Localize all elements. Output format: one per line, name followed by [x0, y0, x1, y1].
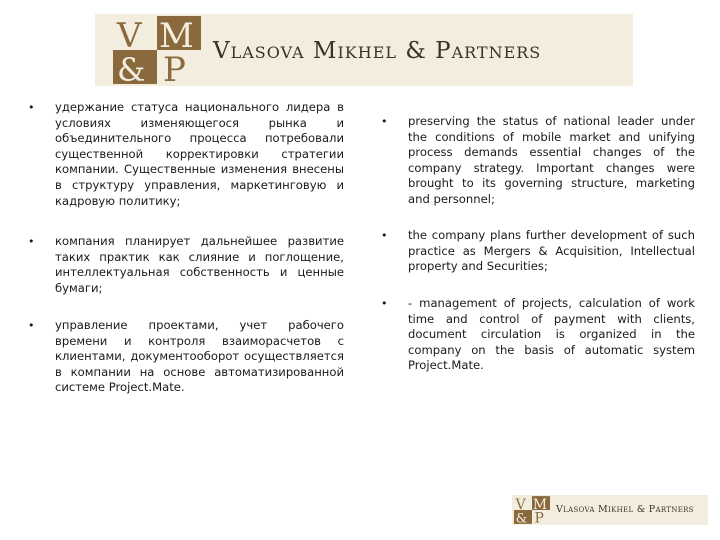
list-item — [375, 228, 695, 275]
footer-logo — [512, 495, 708, 525]
item-text: управление проектами, учет рабочего времени и контроля взаиморасчетов с клиентами, документооборот осуществляется в компании на основе автоматизированной системе Project.Mate. — [55, 318, 344, 395]
item-text: - management of projects, calculation of work time and control of payment with clients, document circulation is organized in the company on the basis of automatic system Project.Mate. — [408, 296, 695, 373]
svg-text:P: P — [163, 50, 186, 84]
svg-text:M: M — [532, 496, 548, 513]
svg-text:P: P — [534, 510, 544, 524]
svg-text:M: M — [159, 16, 194, 56]
item-text: the company plans further development of such practice as Mergers & Acquisition, Intellectual property and Securities; — [408, 228, 695, 274]
item-text: компания планирует дальнейшее развитие таких практик как слияние и поглощение, интеллектуальная собственность и ценные бумаги; — [55, 234, 344, 295]
svg-text:&: & — [117, 51, 146, 84]
svg-text:&: & — [515, 511, 528, 524]
list-item — [22, 234, 344, 296]
firm-monogram-logo — [113, 16, 201, 84]
header-banner — [95, 14, 633, 86]
footer-firm-name: Vlasova Mikhel & Partners — [556, 504, 694, 515]
bullet-icon: • — [381, 115, 388, 128]
firm-name: Vlasova Mikhel & Partners — [213, 38, 542, 64]
bullet-icon: • — [381, 297, 388, 310]
bullet-icon: • — [381, 229, 388, 242]
list-item — [22, 318, 344, 396]
bullet-icon: • — [28, 319, 35, 332]
bullet-icon: • — [28, 101, 35, 114]
svg-text:V: V — [515, 496, 526, 513]
footer-monogram-logo — [514, 496, 550, 524]
item-text: preserving the status of national leader under the conditions of mobile market and unifying process demands essential changes of the company strategy. Important changes were brought to its governing structure, marketing and personnel; — [408, 114, 695, 206]
bullet-icon: • — [28, 235, 35, 248]
list-item — [375, 114, 695, 208]
item-text: удержание статуса национального лидера в условиях изменяющегося рынка и объединительного процесса потребовали существенной корректировки стратегии компании. Существенные изменения внесены в структуру управления, маркетинговую и кадровую политику; — [55, 100, 344, 208]
svg-text:V: V — [117, 16, 142, 56]
list-item — [22, 100, 344, 209]
list-item — [375, 296, 695, 374]
